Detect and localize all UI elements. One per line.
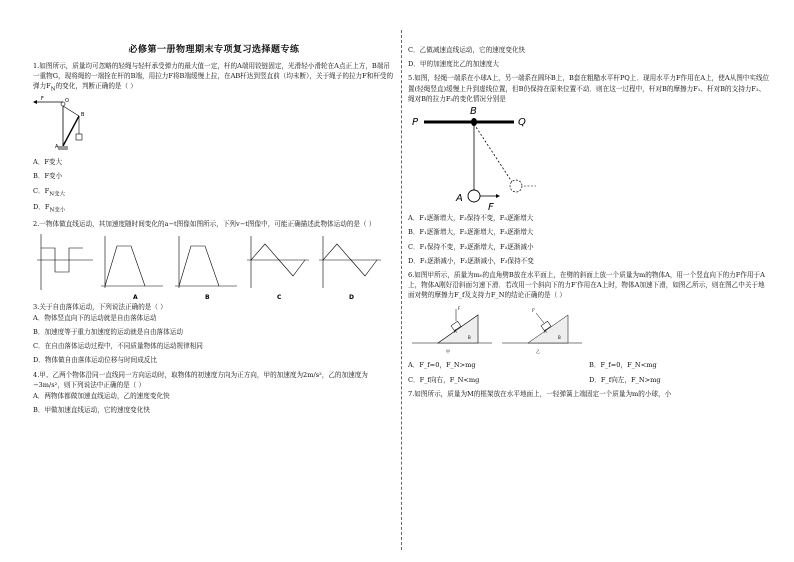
- q1-stem: 1.如图所示，质量均可忽略的轻绳与轻杆承受弹力的最大值一定，杆的A端用铰链固定，光滑轻小滑轮在A点正上方，B端吊一重物G，现将绳的一端拴在杆的B端，用拉力F将B端缓慢上拉，在AB杆达到竖直前（均未断），关于绳子的拉力F和杆受的弹力F: [33, 61, 394, 91]
- svg-text:F: F: [458, 305, 461, 311]
- q5-diagram: [408, 104, 568, 212]
- q5-option-a[interactable]: A．F₁逐渐增大，F₂保持不变，F₃逐渐增大: [408, 214, 534, 223]
- q3-option-a[interactable]: A．物体竖直向下的运动就是自由落体运动: [33, 313, 157, 322]
- svg-text:Q: Q: [518, 117, 526, 129]
- q2-graphs: [33, 230, 395, 302]
- question-1: 1.如图所示，质量均可忽略的轻绳与轻杆承受弹力的最大值一定，杆的A端用铰链固定，光滑轻小滑轮在A点正上方，B端吊一重物G，现将绳的一端拴在杆的B端，用拉力F将B端缓慢上拉，在AB杆达到竖直前（均未断），关于绳子的拉力F和杆受的弹力$F_N$的变化，判断正确的是（ ）: [33, 61, 394, 93]
- svg-text:B: B: [468, 334, 471, 340]
- question-2: 2.一物体做直线运动，其加速度随时间变化的a−t图像如图所示，下列v−t图像中，可能正确描述此物体运动的是（ ）: [33, 220, 376, 229]
- q4-option-a[interactable]: A．两物体都做加速直线运动，乙的速度变化快: [33, 392, 170, 401]
- q4-option-c[interactable]: C．乙做减速直线运动，它的速度变化快: [408, 46, 526, 54]
- q1-option-a[interactable]: A．F变大: [33, 158, 63, 167]
- svg-text:B: B: [558, 334, 561, 340]
- svg-text:F': F': [532, 307, 536, 313]
- q2-label-b[interactable]: B: [205, 293, 210, 301]
- q6-options: [408, 359, 770, 389]
- q3-options: [33, 313, 395, 366]
- q5-option-d[interactable]: D．F₁逐渐减小，F₂逐渐减小，F₃保持不变: [408, 256, 534, 265]
- q3-option-d[interactable]: D．物体做自由落体运动位移与时间成反比: [33, 356, 157, 365]
- q6-option-b[interactable]: B．F_f=0，F_N<mg: [589, 360, 657, 369]
- svg-text:A: A: [456, 193, 463, 205]
- svg-text:甲: 甲: [446, 348, 450, 354]
- question-5: 5.如图，轻绳一端系在小球A上，另一端系在圆环B上，B套在粗糙水平杆PQ上．现用水平力F作用在A上，使A从图中实线位置(轻绳竖直)缓慢上升到虚线位置，但B仍保持在原来位置不动．则在这一过程中，杆对B的摩擦力F₁、杆对B的支持力F₂、绳对B的拉力F₃的变化情况分别是: [408, 74, 770, 103]
- q5-label-P: P: [412, 117, 419, 129]
- right-column: [408, 44, 770, 399]
- q1-diagram: [33, 94, 113, 156]
- question-6: 6.如图甲所示，质量为m₀的直角劈B放在水平面上，在劈的斜面上放一个质量为m的物体A，用一个竖直向下的力F作用于A上，物体A刚好沿斜面匀速下滑．若改用一个斜向下的力F′作用在A上时，物体A加速下滑，如图乙所示，则在图乙中关于地面对劈的摩擦力F_f及支持力F_N的结论正确的是（ ）: [408, 270, 765, 300]
- q6-figure: [408, 301, 770, 359]
- q1-option-b[interactable]: B．F变小: [33, 172, 63, 181]
- q6-option-c[interactable]: C．F_f向右，F_N<mg: [408, 375, 480, 384]
- question-3: 3.关于自由落体运动，下列说法正确的是（ ）: [33, 302, 167, 311]
- column-divider: [401, 30, 402, 550]
- svg-text:F: F: [488, 202, 494, 213]
- q4-option-b[interactable]: B．甲做加速直线运动，它的速度变化快: [33, 406, 150, 415]
- q5-options: [408, 213, 770, 266]
- question-4: 4.甲、乙两个物体沿同一直线同一方向运动时，取物体的初速度方向为正方向，甲的加速度为2m/s²，乙的加速度为−3m/s²，则下列说法中正确的是（ ）: [33, 370, 368, 389]
- q2-figure: [33, 230, 395, 302]
- q6-diagram: [408, 301, 608, 359]
- q2-graph-d: [319, 236, 381, 288]
- q2-graph-c: [247, 236, 309, 288]
- q6-option-a[interactable]: A．F_f=0，F_N>mg: [408, 360, 476, 369]
- svg-text:A: A: [454, 328, 457, 334]
- svg-text:O: O: [65, 98, 69, 105]
- q1-options: [33, 157, 395, 215]
- q6-option-d[interactable]: D．F_f向左，F_N>mg: [589, 375, 661, 384]
- q3-option-b[interactable]: B．加速度等于重力加速度的运动就是自由落体运动: [33, 327, 183, 336]
- q2-graph-a: [101, 236, 163, 288]
- q5-option-c[interactable]: C．F₁保持不变，F₂逐渐增大，F₃逐渐减小: [408, 242, 534, 251]
- q2-label-c[interactable]: C: [277, 293, 282, 301]
- question-7: 7.如图所示，质量为M的框架放在水平地面上，一轻弹簧上端固定一个质量为m的小球，小: [408, 390, 672, 399]
- q1-label-F: F: [41, 96, 44, 103]
- q4-options: [33, 391, 395, 415]
- svg-text:A: A: [544, 328, 547, 334]
- q2-label-d[interactable]: D: [349, 293, 354, 301]
- q2-label-a[interactable]: A: [133, 293, 138, 301]
- left-column: [33, 38, 395, 419]
- svg-text:乙: 乙: [536, 348, 540, 354]
- page-title: 必修第一册物理期末专项复习选择题专练: [128, 45, 300, 55]
- q5-option-b[interactable]: B．F₁逐渐增大，F₂逐渐增大，F₃逐渐增大: [408, 228, 534, 237]
- q2-graph-b: [175, 236, 237, 288]
- q1-option-c[interactable]: C．$F_{N变大}$: [33, 186, 66, 197]
- q1-option-d[interactable]: D．$F_{N变小}$: [33, 203, 66, 214]
- q1-figure: [33, 94, 395, 156]
- svg-text:A: A: [55, 144, 59, 151]
- q4-option-d[interactable]: D．甲的加速度比乙的加速度大: [408, 60, 500, 69]
- svg-text:B: B: [81, 112, 85, 119]
- svg-text:B: B: [470, 106, 477, 118]
- q5-figure: [408, 104, 770, 212]
- q3-option-c[interactable]: C．在自由落体运动过程中，不同质量物体的运动规律相同: [33, 342, 203, 351]
